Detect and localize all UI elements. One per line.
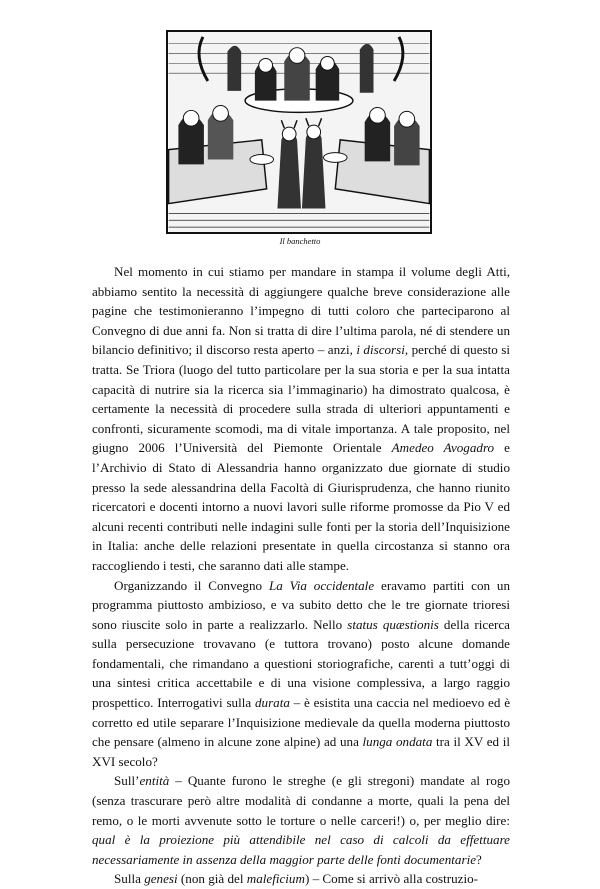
text-run: Nel momento in cui stiamo per mandare in stampa il volume degli Atti, abbiamo sentito la necessità di aggiungere qualche breve considerazione alle pagine che testimonieranno l’impegno di tutti coloro che parteciparono al Convegno di due anni fa. Non si tratta di dire l’ultima parola, né di stendere un bilancio definitivo; il discorso resta aperto – anzi,	[92, 264, 510, 358]
woodcut-illustration-banquet	[166, 30, 432, 234]
text-run: Sull’	[114, 773, 140, 789]
body-text	[92, 262, 510, 889]
text-run: (non già del	[177, 871, 247, 887]
italic-text: lunga ondata	[362, 734, 433, 750]
text-run: – è esistita una caccia nel medioevo ed è corretto ed utile separare l’Inquisizione medievale da quella moderna piuttosto che pensare (almeno in alcune zone alpine) ad una	[92, 695, 511, 750]
paragraph	[92, 262, 510, 576]
text-run: della ricerca sulla persecuzione trovavano (e tuttora trovano) posto alcune domande fondamentali, che rimandano a questioni storiografiche, carenti a tutt’oggi di una sintesi critica accettabile e di una visione complessiva, a largo raggio prospettico. Interrogativi sulla	[92, 616, 510, 711]
text-run: ?	[476, 851, 482, 867]
italic-text: qual è la proiezione più attendibile nel caso di calcoli da effettuare necessariamente in assenza della maggior parte delle fonti documentarie	[92, 832, 510, 867]
italic-text: durata	[254, 695, 290, 711]
italic-text: entità	[139, 773, 170, 789]
italic-text: genesi	[144, 871, 178, 887]
text-run: e l’Archivio di Stato di Alessandria hanno organizzato due giornate di studio presso la sede alessandrina della Facoltà di Giurisprudenza, che hanno riunito ricercatori e docenti intorno a nuovi lavori sulle riforme promosse da Pio V ed alcuni recenti contributi nelle indagini sulle fonti per la storia dell’Inquisizione in Italia: anche delle relazioni presentate in quella circostanza si stanno ora raccogliendo i testi, che saranno dati alle stampe.	[92, 440, 510, 573]
italic-text: status quæstionis	[347, 616, 439, 632]
figure-caption: Il banchetto	[279, 236, 321, 246]
text-run: ) – Come si arrivò alla costruzio-	[304, 871, 479, 887]
italic-text: La Via occidentale	[268, 577, 375, 593]
text-run: tra il XV ed il XVI secolo?	[92, 734, 510, 769]
text-run: eravamo partiti con un programma piuttosto ambizioso, e va subito detto che le tre giornate trioresi sono riuscite solo in parte a realizzarlo. Nello	[92, 577, 511, 632]
text-run: Sulla	[114, 871, 145, 887]
banquet-engraving	[168, 32, 430, 232]
text-run: Organizzando il Convegno	[114, 577, 269, 593]
paragraph	[92, 576, 510, 772]
paragraph	[92, 771, 510, 869]
paragraph	[92, 869, 510, 889]
italic-text: i discorsi	[356, 342, 405, 358]
text-run: – Quante furono le streghe (e gli stregoni) mandate al rogo (senza trascurare però altre modalità di condanne a morte, quali la pena del remo, o le morti avvenute sotto le torture o nelle carceri!) o, per meglio dire:	[92, 773, 510, 828]
italic-text: Amedeo Avogadro	[391, 440, 495, 456]
italic-text: maleficium	[246, 871, 305, 887]
text-run: , perché di questo si tratta. Se Triora (luogo del tutto particolare per la sua storia e per la sua intatta capacità di nutrire sia la ricerca sia l’immaginario) ha dimostrato qualcosa, è certamente la necessità di procedere sulla strada di ulteriori appuntamenti e confronti, sicuramente scomodi, ma di vitale importanza. A tale proposito, nel giugno 2006 l’Università del Piemonte Orientale	[92, 342, 510, 456]
